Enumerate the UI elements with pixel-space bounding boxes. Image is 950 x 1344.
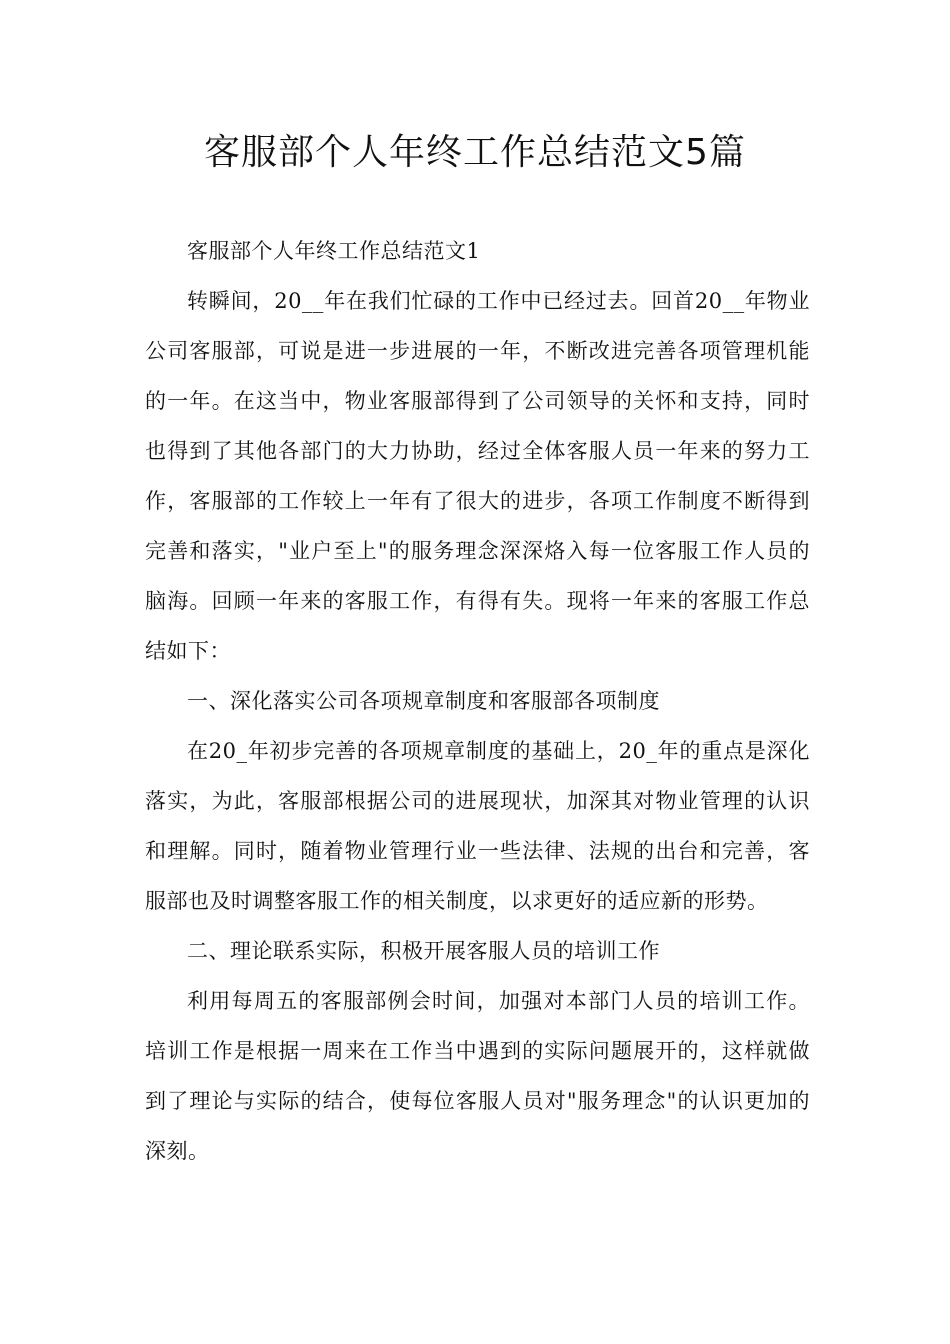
section-heading: 二、理论联系实际，积极开展客服人员的培训工作: [187, 939, 660, 963]
paragraph: 转瞬间，20__年在我们忙碌的工作中已经过去。回首20__年物业公司客服部，可说是进一步进展的一年，不断改进完善各项管理机能的一年。在这当中，物业客服部得到了公司领导的关怀和支持，同时也得到了其他各部门的大力协助，经过全体客服人员一年来的努力工作，客服部的工作较上一年有了很大的进步，各项工作制度不断得到完善和落实，"业户至上"的服务理念深深烙入每一位客服工作人员的脑海。回顾一年来的客服工作，有得有失。现将一年来的客服工作总结如下：: [145, 289, 810, 663]
document-title: 客服部个人年终工作总结范文5篇: [204, 132, 746, 173]
document-body: [145, 226, 810, 1176]
section-heading: 一、深化落实公司各项规章制度和客服部各项制度: [187, 689, 660, 713]
paragraph: 利用每周五的客服部例会时间，加强对本部门人员的培训工作。培训工作是根据一周来在工作当中遇到的实际问题展开的，这样就做到了理论与实际的结合，使每位客服人员对"服务理念"的认识更加的深刻。: [145, 989, 810, 1163]
section-heading: 客服部个人年终工作总结范文1: [187, 239, 481, 263]
paragraph: 在20_年初步完善的各项规章制度的基础上，20_年的重点是深化落实，为此，客服部根据公司的进展现状，加深其对物业管理的认识和理解。同时，随着物业管理行业一些法律、法规的出台和完善，客服部也及时调整客服工作的相关制度，以求更好的适应新的形势。: [145, 739, 810, 913]
